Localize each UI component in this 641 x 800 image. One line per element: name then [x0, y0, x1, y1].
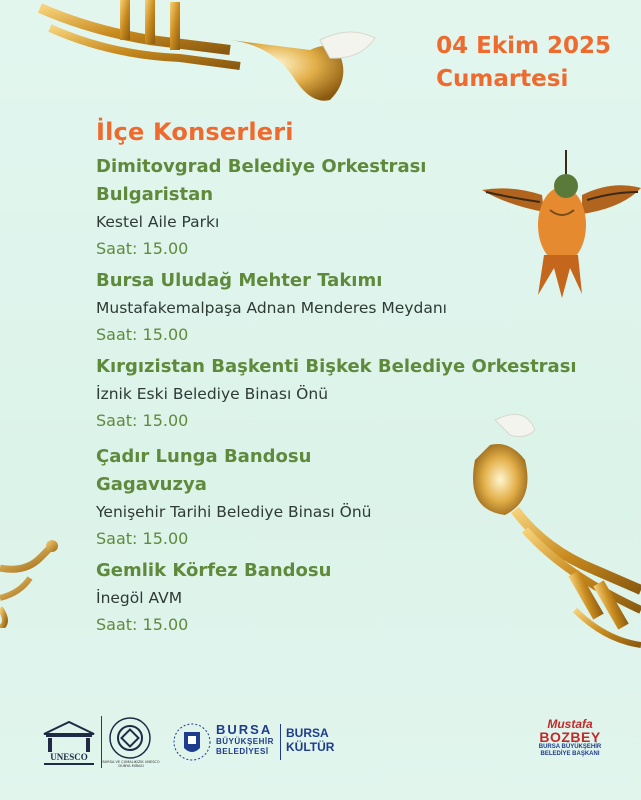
page-title: İlçe Konserleri	[96, 118, 294, 146]
concert-name: Gemlik Körfez Bandosu	[96, 560, 332, 581]
concert-country: Gagavuzya	[96, 474, 207, 495]
concert-item	[96, 267, 596, 349]
trumpet-top-illustration	[30, 0, 380, 110]
concert-item	[96, 557, 596, 639]
unesco-wordmark: UNESCO	[50, 752, 88, 762]
concert-venue: Mustafakemalpaşa Adnan Menderes Meydanı	[96, 299, 447, 317]
seal-caption: BURSA VE CUMALIKIZIK UNESCO DÜNYA MİRASI	[102, 760, 160, 768]
kultur-line2: KÜLTÜR	[286, 740, 335, 754]
concert-item	[96, 443, 596, 553]
concert-venue: Yenişehir Tarihi Belediye Binası Önü	[96, 503, 372, 521]
concert-time: Saat: 15.00	[96, 411, 189, 430]
concert-time: Saat: 15.00	[96, 529, 189, 548]
bursa-municipality-wordmark	[216, 722, 274, 757]
bbb-line2: BÜYÜKŞEHİR	[216, 737, 274, 746]
bursa-municipality-logo	[172, 720, 212, 764]
bursa-kultur-wordmark	[286, 726, 334, 754]
concert-time: Saat: 15.00	[96, 615, 189, 634]
concert-list	[96, 153, 596, 639]
bbb-line3: BELEDİYESİ	[216, 747, 269, 756]
concert-time: Saat: 15.00	[96, 325, 189, 344]
date-line: 04 Ekim 2025	[436, 33, 611, 59]
kultur-line1: BURSA	[286, 726, 329, 740]
concert-country: Bulgaristan	[96, 184, 214, 205]
mayor-role-line2: BELEDİYE BAŞKANI	[540, 751, 600, 757]
mayor-role-line1: BURSA BÜYÜKŞEHİR	[538, 744, 602, 750]
concert-item	[96, 153, 596, 263]
trumpet-left-illustration	[0, 538, 60, 628]
divider	[280, 724, 281, 760]
footer-logos	[0, 710, 641, 780]
mayor-signature	[530, 718, 610, 758]
concert-venue: İznik Eski Belediye Binası Önü	[96, 385, 329, 403]
concert-name: Kırgızistan Başkenti Bişkek Belediye Orkestrası	[96, 356, 577, 377]
bbb-line1: BURSA	[216, 722, 273, 737]
concert-name: Çadır Lunga Bandosu	[96, 446, 312, 467]
mayor-last-name: BOZBEY	[539, 729, 601, 745]
concert-venue: Kestel Aile Parkı	[96, 213, 220, 231]
mayor-first-name: Mustafa	[547, 717, 593, 731]
concert-venue: İnegöl AVM	[96, 589, 183, 607]
concert-item	[96, 353, 596, 435]
world-heritage-seal	[108, 716, 152, 760]
concert-name: Bursa Uludağ Mehter Takımı	[96, 270, 383, 291]
concert-time: Saat: 15.00	[96, 239, 189, 258]
weekday-line: Cumartesi	[436, 66, 569, 92]
concert-name: Dimitovgrad Belediye Orkestrası	[96, 156, 427, 177]
event-date	[436, 30, 611, 96]
unesco-logo	[40, 718, 98, 770]
